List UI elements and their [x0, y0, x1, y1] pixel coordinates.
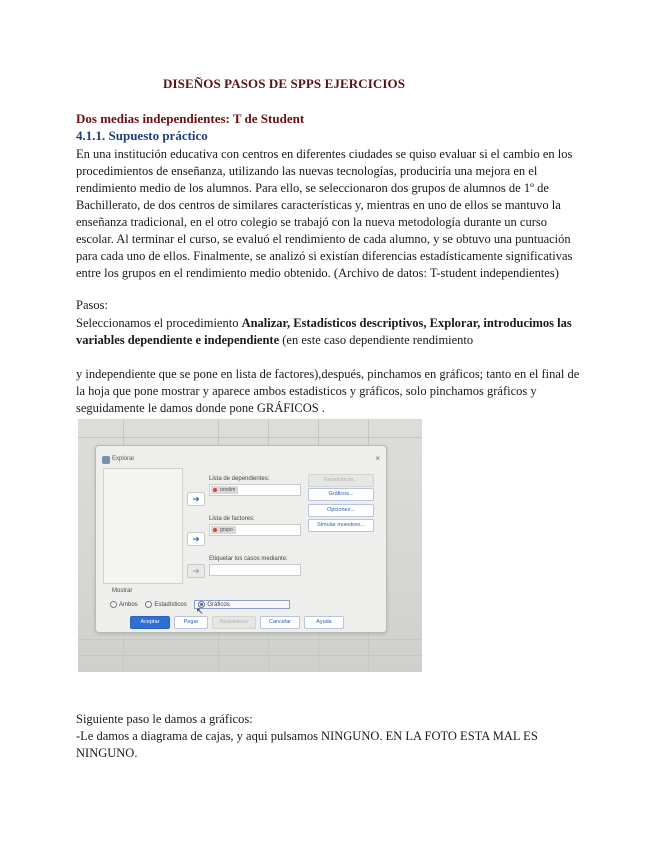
radio-ambos[interactable]: Ambos [110, 601, 138, 608]
step-text-after: (en este caso dependiente rendimiento [279, 333, 474, 347]
restablecer-button[interactable]: Restablecer [212, 616, 256, 629]
label-cases-label: Etiquetar los casos mediante: [209, 556, 288, 562]
dependent-variable[interactable]: rendim [211, 486, 238, 494]
next-step-line: Siguiente paso le damos a gráficos: [76, 712, 253, 726]
close-icon[interactable]: × [375, 454, 380, 463]
mostrar-label: Mostrar [112, 588, 133, 594]
mouse-cursor-icon: ↖ [196, 606, 204, 616]
label-cases-field[interactable] [209, 564, 301, 576]
simular-muestreo-button[interactable]: Simular muestreo... [308, 519, 374, 532]
aceptar-button[interactable]: Aceptar [130, 616, 170, 629]
dependents-list[interactable] [209, 484, 301, 496]
pasos-label: Pasos: [76, 298, 108, 312]
move-to-labels-button[interactable] [187, 564, 205, 578]
ayuda-button[interactable]: Ayuda [304, 616, 344, 629]
variables-list[interactable] [103, 468, 183, 584]
step-bold-procedure: Analizar, Estadísticos descriptivos, Explorar, introducimos las variables dependiente e independiente [76, 316, 572, 347]
factor-variable[interactable]: grupo [211, 526, 236, 534]
pegar-button[interactable]: Pegar [174, 616, 208, 629]
move-to-factors-button[interactable] [187, 532, 205, 546]
explorar-icon [102, 456, 110, 464]
arrow-right-icon: ➜ [192, 533, 200, 544]
radio-circle-icon [110, 601, 117, 608]
intro-paragraph: En una institución educativa con centros en diferentes ciudades se quiso evaluar si el cambio en los procedimientos de enseñanza, utilizando las nuevas tecnologías, produciría una mejora en el rendimiento medio de los alumnos. Para ello, se seleccionaron dos grupos de alumnos de 1º de Bachillerato, de dos centros de similares características y, mientras en uno de ellos se mantuvo la enseñanza tradicional, en el otro colegio se trabajó con la nueva metodología durante un curso escolar. Al terminar el curso, se evaluó el rendimiento de cada alumno, y se obtuvo una puntuación para cada uno de ellos. Finalmente, se analizó si existían diferencias estadísticamente significativas entre los grupos en el rendimiento medio obtenido. (Archivo de datos: T-student independientes) [76, 147, 573, 280]
dependents-label: Lista de dependientes: [209, 476, 270, 482]
radio-graficos[interactable]: Gráficos [194, 600, 290, 609]
next-step-note: -Le damos a diagrama de cajas, y aqui pulsamos NINGUNO. EN LA FOTO ESTA MAL ES NINGUNO. [76, 729, 538, 760]
radio-estadisticos[interactable]: Estadísticos [145, 601, 186, 608]
factors-list[interactable] [209, 524, 301, 536]
explorar-dialog [95, 445, 387, 633]
arrow-right-icon: ➜ [192, 565, 200, 576]
radio-circle-icon [145, 601, 152, 608]
arrow-right-icon: ➜ [192, 493, 200, 504]
subsection-heading: 4.1.1. Supuesto práctico [76, 128, 208, 143]
opciones-button[interactable]: Opciones... [308, 504, 374, 517]
step-continuation: y independiente que se pone en lista de factores),después, pinchamos en gráficos; tanto en el final de la hoja que pone mostrar y aparece ambos estadisticos y gráficos, solo pinchamos gráficos y seguidamente le damos donde pone GRÁFICOS . [76, 367, 580, 415]
section-heading: Dos medias independientes: T de Student [76, 111, 305, 126]
step-text-before: Seleccionamos el procedimiento [76, 316, 242, 330]
move-to-dependents-button[interactable] [187, 492, 205, 506]
document-title: DISEÑOS PASOS DE SPPS EJERCICIOS [163, 76, 406, 91]
factors-label: Lista de factores: [209, 516, 255, 522]
dialog-photo [78, 419, 422, 672]
dialog-title: Explorar [112, 456, 135, 462]
graficos-button[interactable]: Gráficos... [308, 488, 374, 501]
step-paragraph [76, 315, 586, 349]
cancelar-button[interactable]: Cancelar [260, 616, 300, 629]
estadisticos-button[interactable]: Estadísticos... [308, 474, 374, 487]
